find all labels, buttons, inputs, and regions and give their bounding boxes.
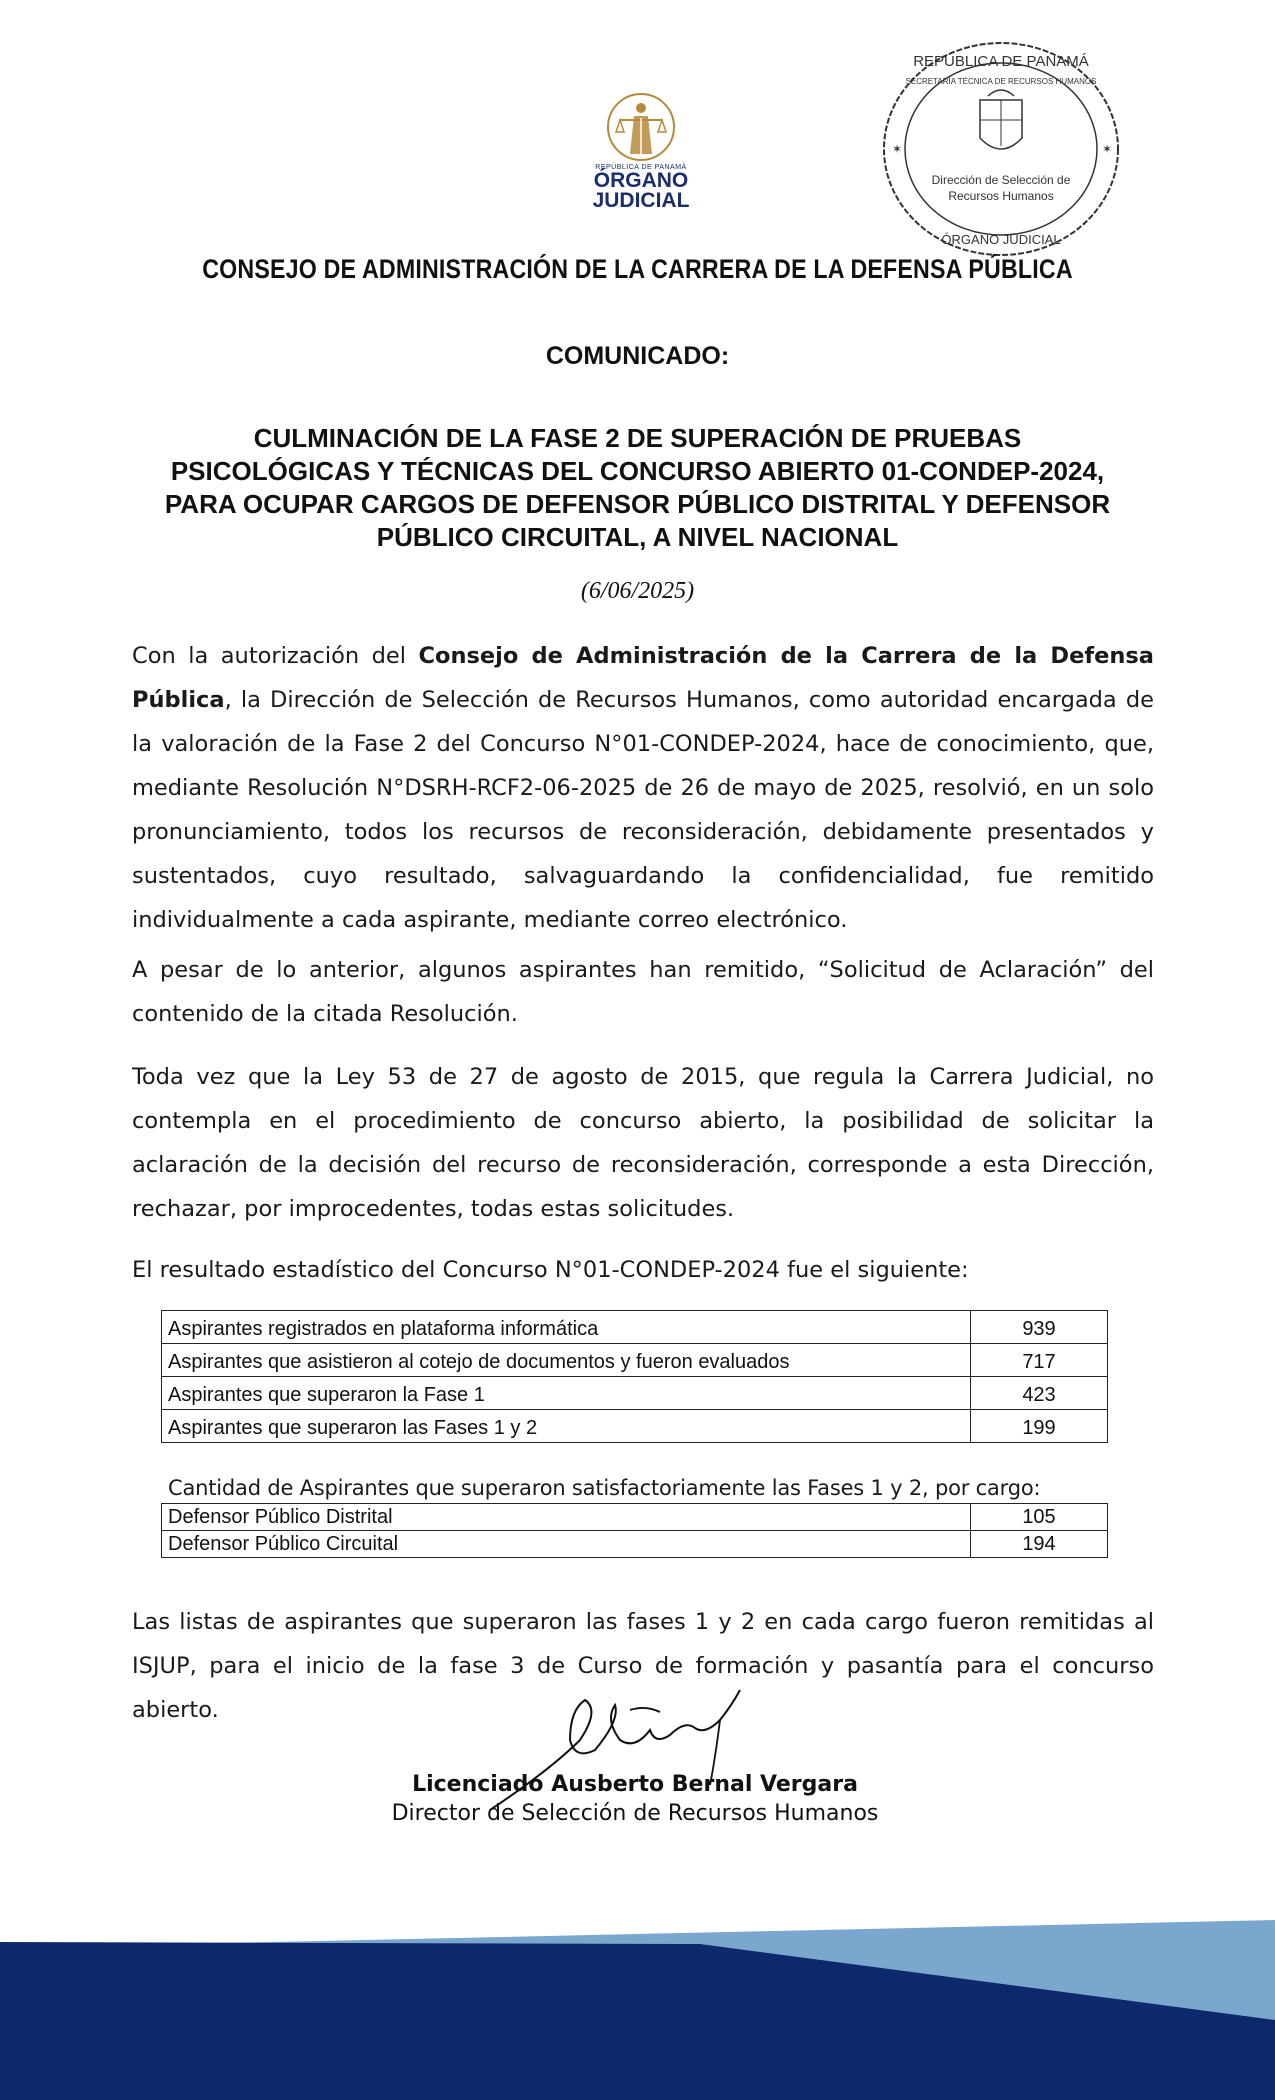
stats-value: 939 <box>971 1311 1108 1344</box>
stats-value: 199 <box>971 1410 1108 1443</box>
cargo-label: Defensor Público Circuital <box>162 1531 971 1558</box>
stats-value: 423 <box>971 1377 1108 1410</box>
paragraph-lists: Las listas de aspirantes que superaron las fases 1 y 2 en cada cargo fueron remitidas al ISJUP, para el inicio de la fase 3 de Curso de formación y pasantía para el concurso abierto. <box>132 1609 1154 1723</box>
stats-label: Aspirantes que asistieron al cotejo de documentos y fueron evaluados <box>162 1344 971 1377</box>
stats-label: Aspirantes registrados en plataforma informática <box>162 1311 971 1344</box>
official-seal-stamp <box>880 38 1122 260</box>
signer-name: Licenciado Ausberto Bernal Vergara <box>412 1772 858 1797</box>
p1-bold: Consejo de Administración de la Carrera de la Defensa Pública <box>132 643 1154 713</box>
seal-outer-bottom: ÓRGANO JUDICIAL <box>941 232 1061 247</box>
comunicado-heading: COMUNICADO: <box>545 342 730 370</box>
paragraph-stats-intro: El resultado estadístico del Concurso N°01-CONDEP-2024 fue el siguiente: <box>132 1257 969 1283</box>
seal-outer-top: REPÚBLICA DE PANAMÁ <box>913 53 1089 70</box>
seal-star-right: ✶ <box>1102 142 1113 156</box>
table-row <box>162 1377 1108 1410</box>
footer-wave-decoration <box>0 1900 1275 2100</box>
stats-label: Aspirantes que superaron la Fase 1 <box>162 1377 971 1410</box>
document-title <box>110 422 1165 554</box>
document-date: (6/06/2025) <box>580 578 695 604</box>
justice-figure-icon <box>606 92 676 162</box>
seal-center-line1: Dirección de Selección de <box>931 173 1071 187</box>
paragraph-authorization <box>132 634 1154 942</box>
seal-star-left: ✶ <box>892 142 903 156</box>
cargo-table <box>161 1503 1108 1558</box>
seal-inner-top: SECRETARÍA TÉCNICA DE RECURSOS HUMANOS <box>905 77 1097 86</box>
table-row <box>162 1410 1108 1443</box>
logo-republic-text: REPÚBLICA DE PANAMÁ <box>595 164 687 171</box>
p1-rest: , la Dirección de Selección de Recursos Humanos, como autoridad encargada de la valoración de la Fase 2 del Concurso N°01-CONDEP-2024, hace de conocimiento, que, mediante Resolución N°DSRH-RCF2-06-2025 de 26 de mayo de 2025, resolvió, en un solo pronunciamiento, todos los recursos de reconsideración, debidamente presentados y sustentados, cuyo resultado, salvaguardando la confidencialidad, fue remitido individualmente a cada aspirante, mediante correo electrónico. <box>132 687 1154 933</box>
signer-role: Director de Selección de Recursos Humanos <box>391 1801 879 1826</box>
cargo-value: 105 <box>971 1504 1108 1531</box>
stats-label: Aspirantes que superaron las Fases 1 y 2 <box>162 1410 971 1443</box>
logo-line2: JUDICIAL <box>592 189 690 212</box>
title-line: CULMINACIÓN DE LA FASE 2 DE SUPERACIÓN DE PRUEBAS <box>253 423 1022 453</box>
cargo-table-caption: Cantidad de Aspirantes que superaron satisfactoriamente las Fases 1 y 2, por cargo: <box>168 1476 1041 1500</box>
stats-table <box>161 1310 1108 1443</box>
cargo-label: Defensor Público Distrital <box>162 1504 971 1531</box>
table-row <box>162 1531 1108 1558</box>
council-heading: CONSEJO DE ADMINISTRACIÓN DE LA CARRERA DE LA DEFENSA PÚBLICA <box>202 254 1073 284</box>
organo-judicial-logo <box>586 92 696 222</box>
stats-value: 717 <box>971 1344 1108 1377</box>
logo-line1: ÓRGANO <box>593 169 689 192</box>
paragraph-clarification: A pesar de lo anterior, algunos aspirantes han remitido, “Solicitud de Aclaración” del contenido de la citada Resolución. <box>132 957 1154 1027</box>
cargo-value: 194 <box>971 1531 1108 1558</box>
title-line: PARA OCUPAR CARGOS DE DEFENSOR PÚBLICO DISTRITAL Y DEFENSOR <box>164 489 1111 519</box>
paragraph-law: Toda vez que la Ley 53 de 27 de agosto de 2015, que regula la Carrera Judicial, no contempla en el procedimiento de concurso abierto, la posibilidad de solicitar la aclaración de la decisión del recurso de reconsideración, corresponde a esta Dirección, rechazar, por improcedentes, todas estas solicitudes. <box>132 1064 1154 1222</box>
p1-lead: Con la autorización del <box>132 643 419 669</box>
signature-block <box>330 1760 940 1826</box>
table-row <box>162 1344 1108 1377</box>
title-line: PÚBLICO CIRCUITAL, A NIVEL NACIONAL <box>376 522 899 552</box>
table-row <box>162 1504 1108 1531</box>
seal-center-line2: Recursos Humanos <box>948 189 1054 203</box>
table-row <box>162 1311 1108 1344</box>
coat-of-arms-icon <box>980 90 1022 149</box>
title-line: PSICOLÓGICAS Y TÉCNICAS DEL CONCURSO ABIERTO 01-CONDEP-2024, <box>170 456 1105 486</box>
